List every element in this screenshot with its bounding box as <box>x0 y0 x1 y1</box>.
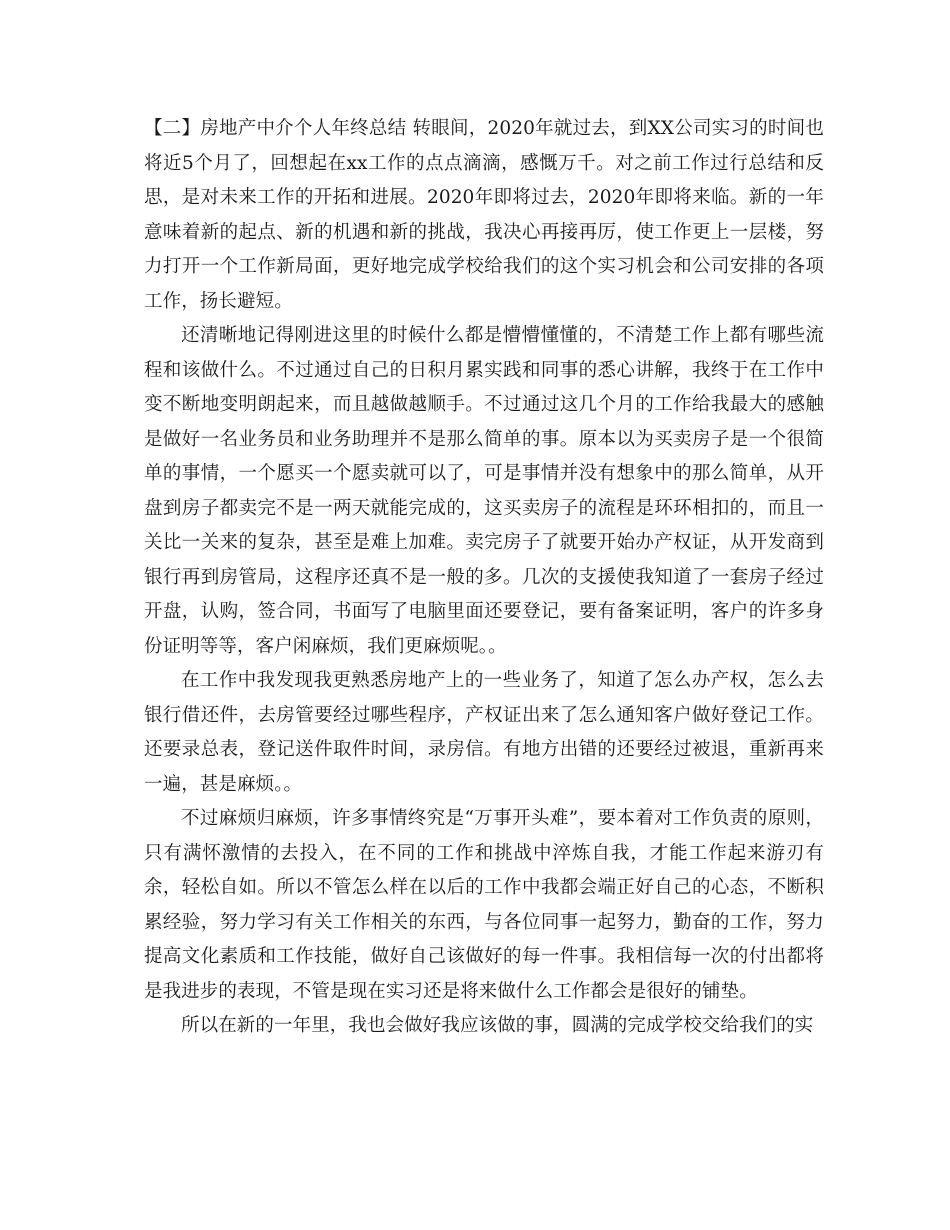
paragraph-5: 所以在新的一年里，我也会做好我应该做的事，圆满的完成学校交给我们的实 <box>181 1015 814 1036</box>
document-heading: 【二】房地产中介个人年终总结 <box>144 118 407 139</box>
paragraph-1 <box>144 112 824 319</box>
document-page <box>144 112 824 1044</box>
paragraph-1-text: 转眼间，2020年就过去，到XX公司实习的时间也将近5个月了，回想起在xx工作的点点滴滴，感慨万千。对之前工作过行总结和反思，是对未来工作的开拓和进展。2020年即将过去，2020年即将来临。新的一年意味着新的起点、新的机遇和新的挑战，我决心再接再厉，使工作更上一层楼，努力打开一个工作新局面，更好地完成学校给我们的这个实习机会和公司安排的各项工作，扬长避短。 <box>144 118 824 312</box>
paragraph-3: 在工作中我发现我更熟悉房地产上的一些业务了，知道了怎么办产权，怎么去银行借还件，去房管要经过哪些程序，产权证出来了怎么通知客户做好登记工作。还要录总表，登记送件取件时间，录房信。有地方出错的还要经过被退，重新再来一遍，甚是麻烦。。 <box>144 670 824 795</box>
paragraph-4: 不过麻烦归麻烦，许多事情终究是“万事开头难”，要本着对工作负责的原则，只有满怀激情的去投入，在不同的工作和挑战中淬炼自我，才能工作起来游刃有余，轻松自如。所以不管怎么样在以后的工作中我都会端正好自己的心态，不断积累经验，努力学习有关工作相关的东西，与各位同事一起努力，勤奋的工作，努力提高文化素质和工作技能，做好自己该做好的每一件事。我相信每一次的付出都将是我进步的表现，不管是现在实习还是将来做什么工作都会是很好的铺垫。 <box>144 808 824 1002</box>
paragraph-2: 还清晰地记得刚进这里的时候什么都是懵懵懂懂的，不清楚工作上都有哪些流程和该做什么。不过通过自己的日积月累实践和同事的悉心讲解，我终于在工作中变不断地变明朗起来，而且越做越顺手。不过通过这几个月的工作给我最大的感触是做好一名业务员和业务助理并不是那么简单的事。原本以为买卖房子是一个很简单的事情，一个愿买一个愿卖就可以了，可是事情并没有想象中的那么简单，从开盘到房子都卖完不是一两天就能完成的，这买卖房子的流程是环环相扣的，而且一关比一关来的复杂，甚至是难上加难。卖完房子了就要开始办产权证，从开发商到银行再到房管局，这程序还真不是一般的多。几次的支援使我知道了一套房子经过开盘，认购，签合同，书面写了电脑里面还要登记，要有备案证明，客户的许多身份证明等等，客户闲麻烦，我们更麻烦呢。。 <box>144 325 824 657</box>
